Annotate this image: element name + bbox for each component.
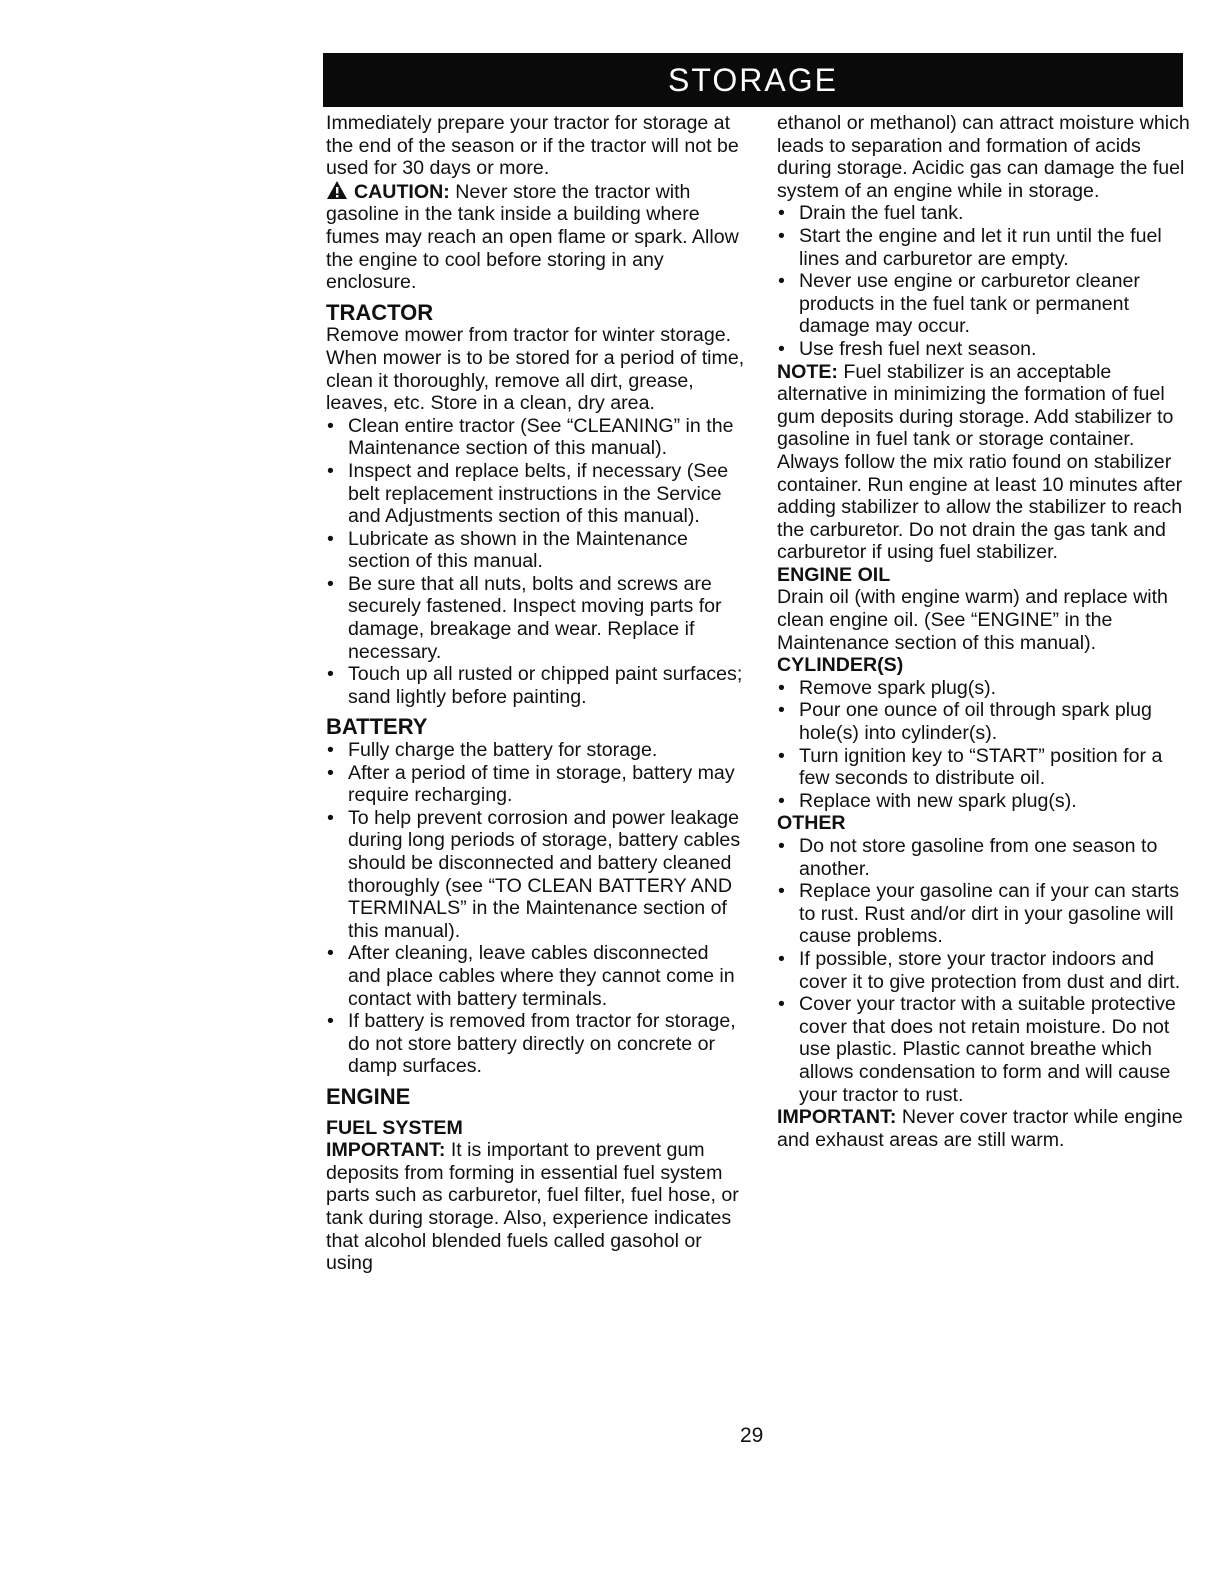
final-important-paragraph bbox=[777, 1106, 1192, 1151]
other-list bbox=[777, 835, 1192, 1106]
list-item: • After a period of time in storage, battery may require recharging. bbox=[326, 762, 746, 807]
engine-oil-heading: ENGINE OIL bbox=[777, 563, 891, 586]
tractor-list bbox=[326, 415, 746, 709]
list-item: • After cleaning, leave cables disconnected and place cables where they cannot come in contact with battery terminals. bbox=[326, 942, 746, 1010]
list-item: • If battery is removed from tractor for storage, do not store battery directly on concrete or damp surfaces. bbox=[326, 1010, 746, 1078]
fuel-system-heading: FUEL SYSTEM bbox=[326, 1116, 463, 1139]
caution-paragraph bbox=[326, 180, 746, 294]
other-heading: OTHER bbox=[777, 812, 846, 835]
list-item: • Pour one ounce of oil through spark plug hole(s) into cylinder(s). bbox=[777, 699, 1192, 744]
note-text: Fuel stabilizer is an acceptable alternative in minimizing the formation of fuel gum deposits during storage. Add stabilizer to gasoline in fuel tank or storage container. Always follow the mix ratio found on stabilizer container. Run engine at least 10 minutes after adding stabilizer to allow the stabilizer to reach the carburetor. Do not drain the gas tank and carburetor if using fuel stabilizer. bbox=[777, 360, 1183, 564]
warning-triangle-icon bbox=[326, 180, 348, 200]
battery-heading: BATTERY bbox=[326, 714, 428, 740]
right-column bbox=[777, 112, 1192, 1151]
note-paragraph bbox=[777, 361, 1192, 564]
left-column bbox=[326, 112, 746, 1275]
list-item: • Clean entire tractor (See “CLEANING” in the Maintenance section of this manual). bbox=[326, 415, 746, 460]
list-item: • Fully charge the battery for storage. bbox=[326, 739, 746, 762]
list-item: • Drain the fuel tank. bbox=[777, 202, 1192, 225]
list-item: • Be sure that all nuts, bolts and screws are securely fastened. Inspect moving parts for damage, breakage and wear. Replace if necessary. bbox=[326, 573, 746, 663]
cylinders-list bbox=[777, 677, 1192, 813]
intro-paragraph: Immediately prepare your tractor for storage at the end of the season or if the tractor will not be used for 30 days or more. bbox=[326, 112, 739, 180]
list-item: • Start the engine and let it run until the fuel lines and carburetor are empty. bbox=[777, 225, 1192, 270]
important-text: Never cover tractor while engine and exhaust areas are still warm. bbox=[777, 1106, 1183, 1151]
engine-oil-text: Drain oil (with engine warm) and replace with clean engine oil. (See “ENGINE” in the Maintenance section of this manual). bbox=[777, 586, 1168, 654]
list-item: • Do not store gasoline from one season to another. bbox=[777, 835, 1192, 880]
engine-heading: ENGINE bbox=[326, 1083, 411, 1109]
list-item: • Lubricate as shown in the Maintenance section of this manual. bbox=[326, 528, 746, 573]
list-item: • Turn ignition key to “START” position for a few seconds to distribute oil. bbox=[777, 745, 1192, 790]
list-item: • To help prevent corrosion and power leakage during long periods of storage, battery cables should be disconnected and battery cleaned thoroughly (see “TO CLEAN BATTERY AND TERMINALS” in the Maintenance section of this manual). bbox=[326, 807, 746, 943]
caution-text: Never store the tractor with gasoline in the tank inside a building where fumes may reach an open flame or spark. Allow the engine to cool before storing in any enclosure. bbox=[326, 180, 739, 294]
cylinders-heading: CYLINDER(S) bbox=[777, 654, 904, 677]
fuel-important-paragraph bbox=[326, 1139, 746, 1275]
list-item: • Use fresh fuel next season. bbox=[777, 338, 1192, 361]
important-label: IMPORTANT: bbox=[326, 1139, 446, 1162]
section-title: STORAGE bbox=[668, 62, 838, 98]
list-item: • If possible, store your tractor indoors and cover it to give protection from dust and dirt. bbox=[777, 948, 1192, 993]
list-item: • Never use engine or carburetor cleaner products in the fuel tank or permanent damage may occur. bbox=[777, 270, 1192, 338]
list-item: • Remove spark plug(s). bbox=[777, 677, 1192, 700]
list-item: • Replace your gasoline can if your can starts to rust. Rust and/or dirt in your gasoline will cause problems. bbox=[777, 880, 1192, 948]
list-item: • Replace with new spark plug(s). bbox=[777, 790, 1192, 813]
section-title-banner bbox=[323, 53, 1183, 107]
tractor-heading: TRACTOR bbox=[326, 299, 434, 325]
list-item: • Inspect and replace belts, if necessary (See belt replacement instructions in the Service and Adjustments section of this manual). bbox=[326, 460, 746, 528]
list-item: • Touch up all rusted or chipped paint surfaces; sand lightly before painting. bbox=[326, 663, 746, 708]
tractor-intro: Remove mower from tractor for winter storage. When mower is to be stored for a period of time, clean it thoroughly, remove all dirt, grease, leaves, etc. Store in a clean, dry area. bbox=[326, 324, 745, 415]
caution-label: CAUTION: bbox=[354, 180, 450, 203]
fuel-continued-paragraph: ethanol or methanol) can attract moisture which leads to separation and formation of acids during storage. Acidic gas can damage the fuel system of an engine while in storage. bbox=[777, 112, 1190, 202]
important-text: It is important to prevent gum deposits from forming in essential fuel system parts such as carburetor, fuel filter, fuel hose, or tank during storage. Also, experience indicates that alcohol blended fuels called gasohol or using bbox=[326, 1139, 739, 1275]
important-label: IMPORTANT: bbox=[777, 1106, 897, 1129]
page-number: 29 bbox=[740, 1424, 764, 1447]
list-item: • Cover your tractor with a suitable protective cover that does not retain moisture. Do not use plastic. Plastic cannot breathe which allows condensation to form and will cause your tractor to rust. bbox=[777, 993, 1192, 1106]
note-label: NOTE: bbox=[777, 360, 838, 383]
fuel-list bbox=[777, 202, 1192, 360]
battery-list bbox=[326, 739, 746, 1078]
